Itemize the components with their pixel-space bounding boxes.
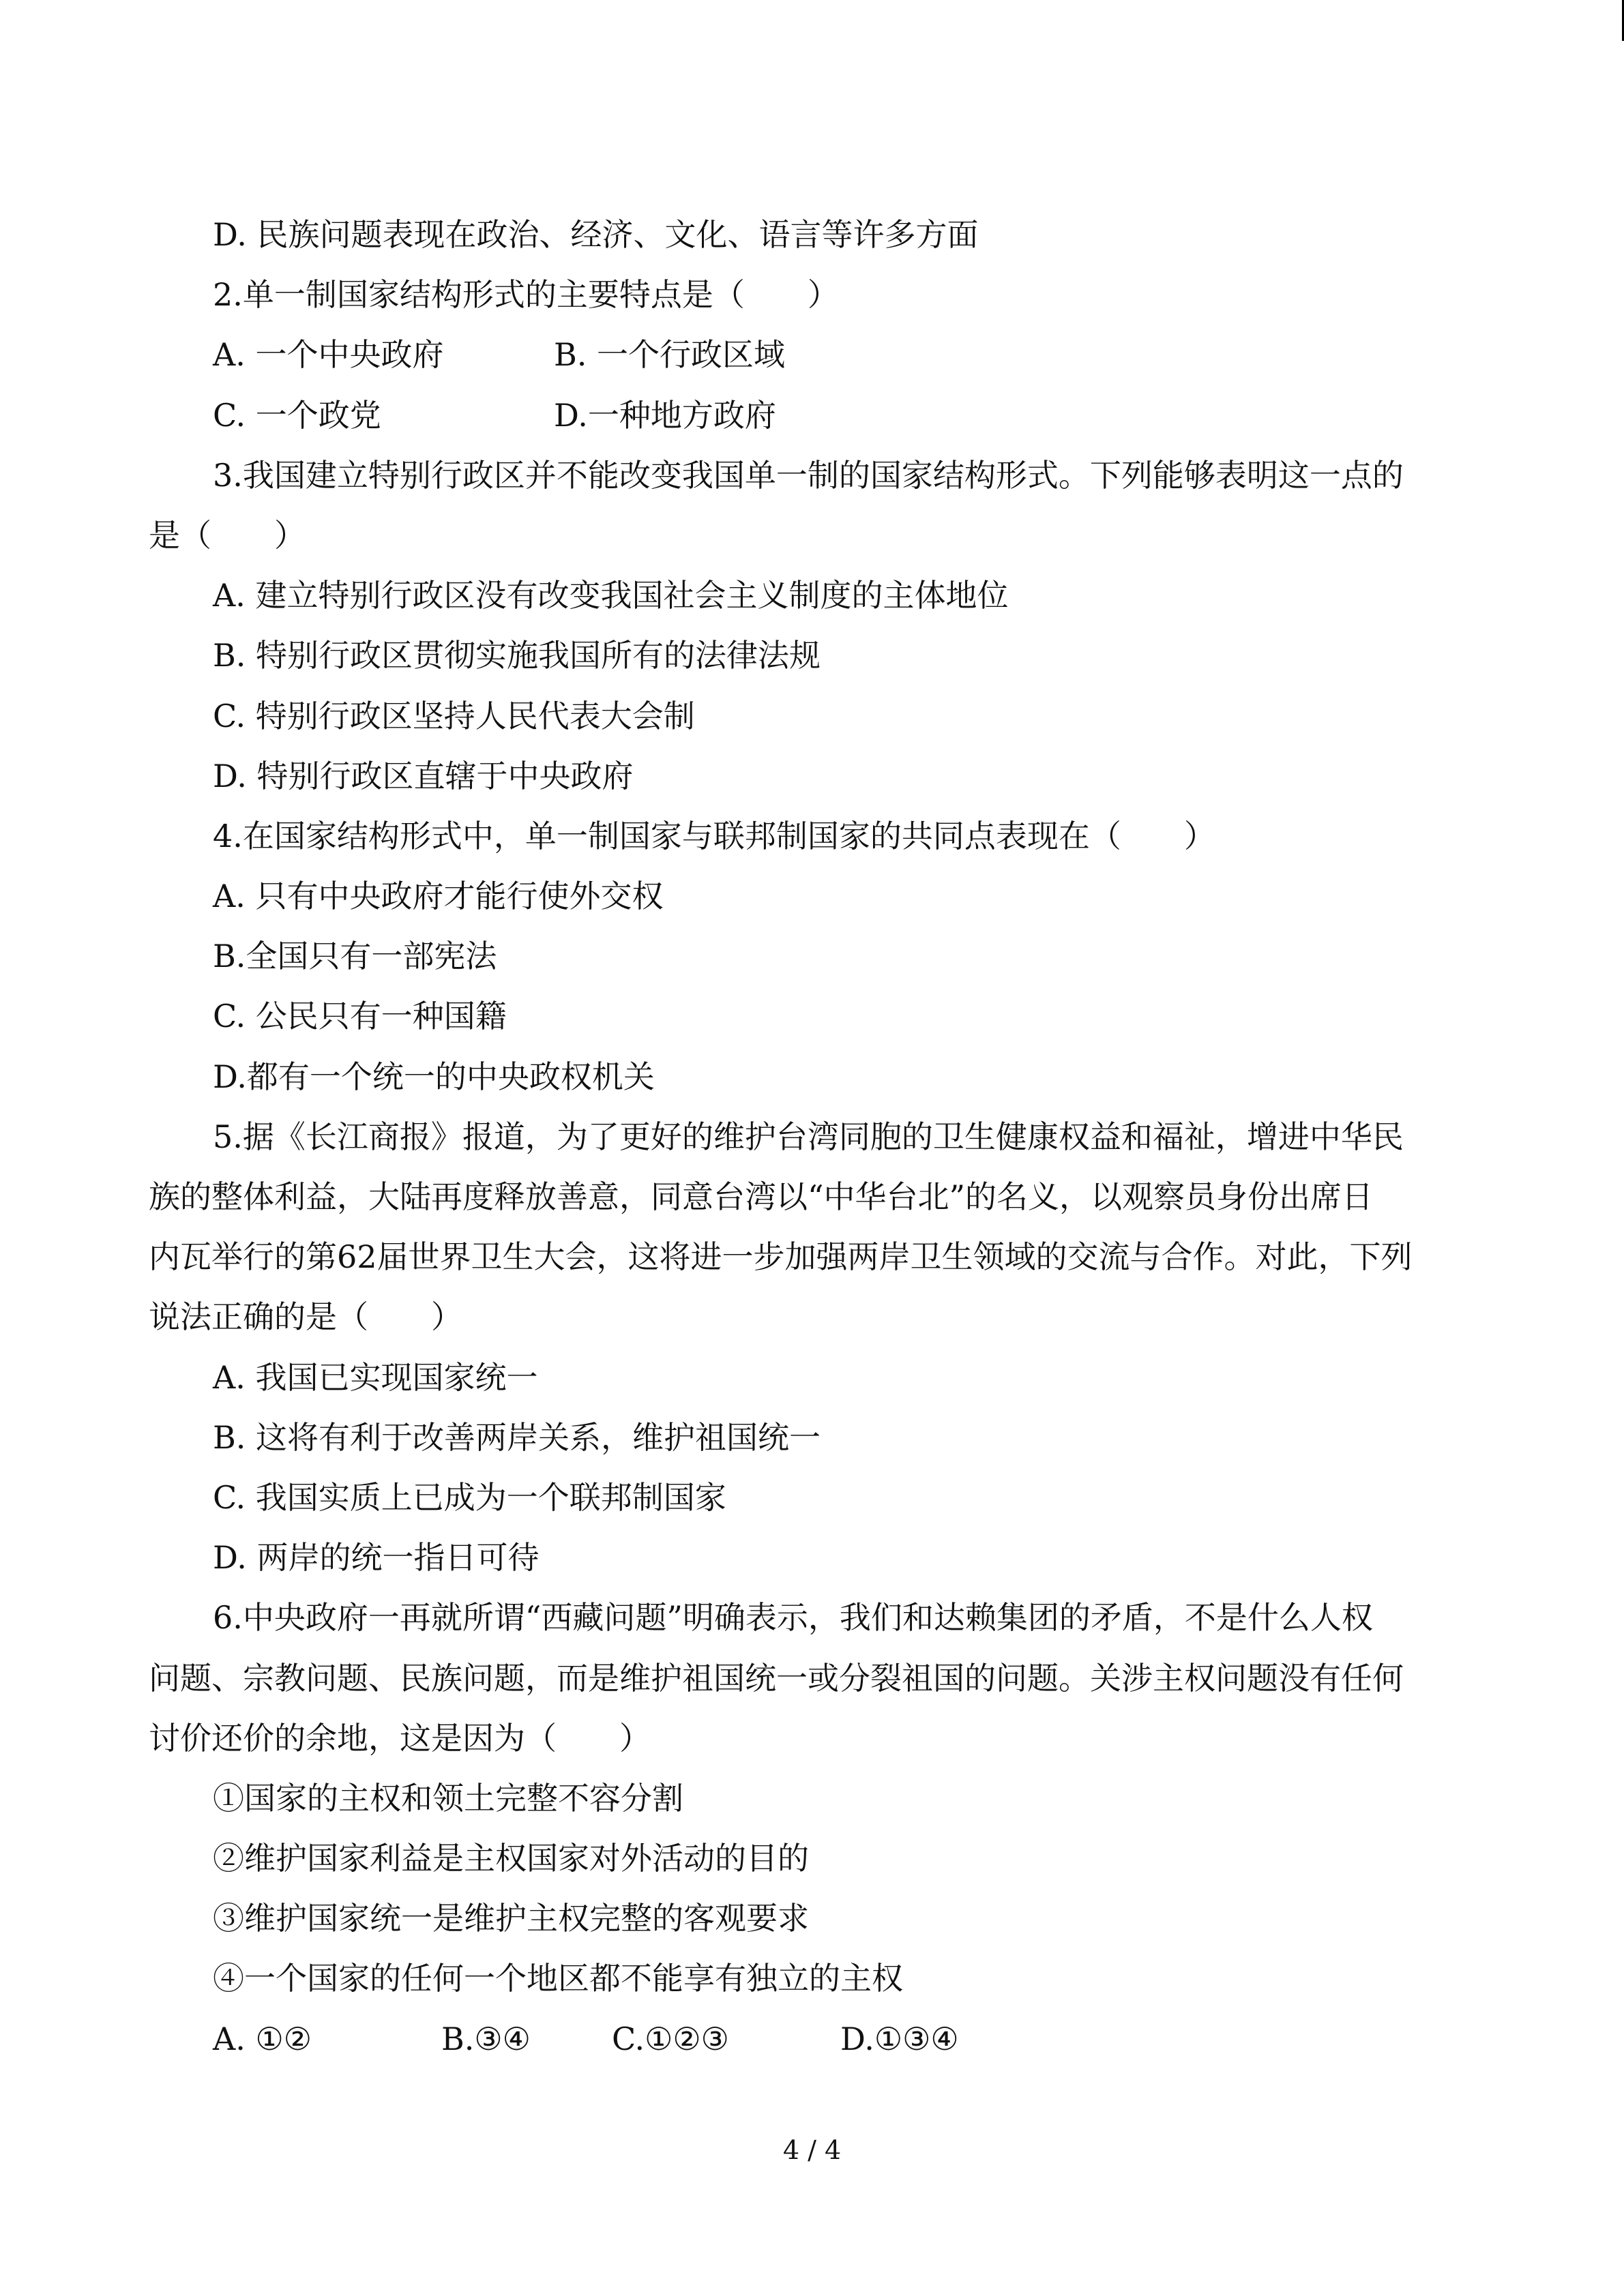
text-line: D.都有一个统一的中央政权机关 — [213, 1058, 655, 1095]
text-line: 3.我国建立特别行政区并不能改变我国单一制的国家结构形式。下列能够表明这一点的 — [213, 456, 1404, 494]
text-line: A. 只有中央政府才能行使外交权 — [213, 878, 664, 915]
text-line: B. 特别行政区贯彻实施我国所有的法律法规 — [213, 637, 821, 674]
text-line: 族的整体利益，大陆再度释放善意，同意台湾以“中华台北”的名义，以观察员身份出席日 — [149, 1178, 1374, 1215]
text-line: B.全国只有一部宪法 — [213, 938, 497, 975]
text-line: 5.据《长江商报》报道，为了更好的维护台湾同胞的卫生健康权益和福祉，增进中华民 — [213, 1118, 1404, 1155]
option-text: C. 一个政党 — [213, 396, 381, 434]
document-body — [149, 205, 1475, 2069]
text-line: D. 民族问题表现在政治、经济、文化、语言等许多方面 — [213, 216, 979, 253]
option-row — [149, 385, 1475, 445]
text-line: A. 建立特别行政区没有改变我国社会主义制度的主体地位 — [213, 577, 1009, 614]
option-text: D.一种地方政府 — [554, 396, 776, 434]
text-line: 2.单一制国家结构形式的主要特点是（ ） — [213, 276, 839, 314]
text-line: ④一个国家的任何一个地区都不能享有独立的主权 — [213, 1960, 903, 1997]
text-line: ②维护国家利益是主权国家对外活动的目的 — [213, 1840, 809, 1877]
option-text: A. 一个中央政府 — [213, 336, 444, 374]
text-line: 说法正确的是（ ） — [149, 1298, 462, 1336]
option-row — [149, 325, 1475, 385]
text-line: C. 我国实质上已成为一个联邦制国家 — [213, 1478, 726, 1516]
text-line: B. 这将有利于改善两岸关系，维护祖国统一 — [213, 1418, 821, 1456]
text-line: 问题、宗教问题、民族问题，而是维护祖国统一或分裂祖国的问题。关涉主权问题没有任何 — [149, 1659, 1404, 1697]
option-text: B.③④ — [441, 2020, 531, 2057]
page-number: 4 / 4 — [782, 2135, 842, 2165]
text-line: C. 公民只有一种国籍 — [213, 998, 507, 1035]
option-text: A. ①② — [213, 2020, 312, 2057]
text-line: A. 我国已实现国家统一 — [213, 1358, 538, 1396]
text-line: 讨价还价的余地，这是因为（ ） — [149, 1719, 651, 1757]
text-line: 是（ ） — [149, 516, 306, 554]
answer-options-row — [149, 2009, 1475, 2069]
text-line: ③维护国家统一是维护主权完整的客观要求 — [213, 1900, 809, 1937]
option-text: C.①②③ — [612, 2020, 729, 2057]
text-line: C. 特别行政区坚持人民代表大会制 — [213, 697, 695, 734]
text-line: 6.中央政府一再就所谓“西藏问题”明确表示，我们和达赖集团的矛盾，不是什么人权 — [213, 1599, 1373, 1637]
text-line: D. 两岸的统一指日可待 — [213, 1539, 540, 1577]
text-line: D. 特别行政区直辖于中央政府 — [213, 757, 634, 794]
option-text: D.①③④ — [840, 2020, 959, 2057]
option-text: B. 一个行政区域 — [554, 336, 786, 374]
text-line: ①国家的主权和领土完整不容分割 — [213, 1779, 683, 1817]
text-line: 4.在国家结构形式中，单一制国家与联邦制国家的共同点表现在（ ） — [213, 817, 1215, 854]
text-line: 内瓦举行的第62届世界卫生大会，这将进一步加强两岸卫生领域的交流与合作。对此，下列 — [149, 1238, 1413, 1276]
